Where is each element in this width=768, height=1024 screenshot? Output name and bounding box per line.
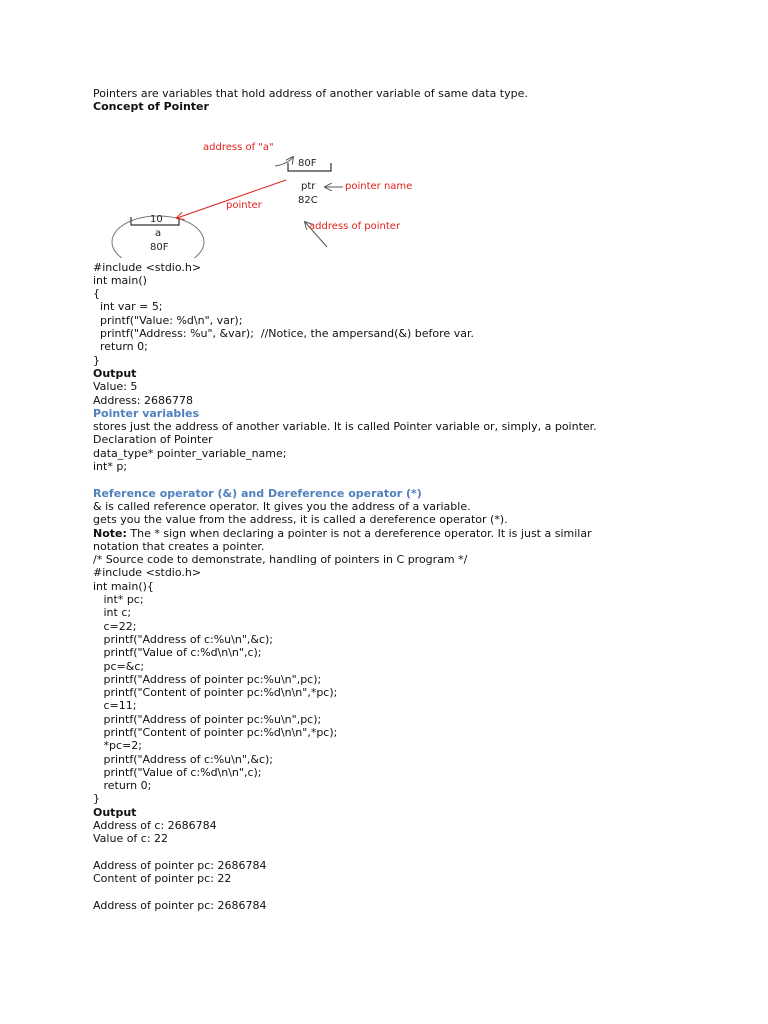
spacer bbox=[93, 473, 713, 486]
pointer-diagram bbox=[93, 122, 423, 258]
paragraph-line: stores just the address of another variable. It is called Pointer variable or, simply, a pointer. bbox=[93, 420, 597, 434]
note-text: The * sign when declaring a pointer is not a dereference operator. It is just a similar bbox=[126, 526, 592, 540]
paragraph-line: & is called reference operator. It gives you the address of a variable. bbox=[93, 499, 471, 513]
output-line: Value: 5 bbox=[93, 380, 138, 394]
output-line: Value of c: 22 bbox=[93, 832, 169, 846]
paragraph-line: Declaration of Pointer bbox=[93, 433, 213, 447]
intro-text: Pointers are variables that hold address of another variable of same data type. bbox=[93, 87, 528, 100]
code-line: /* Source code to demonstrate, handling of pointers in C program */ bbox=[93, 553, 468, 567]
code-line: printf("Address of c:%u\n",&c); bbox=[93, 632, 273, 646]
code-line: } bbox=[93, 353, 100, 367]
note-line bbox=[93, 527, 713, 540]
output-line: Address of c: 2686784 bbox=[93, 819, 217, 833]
code-line: printf("Address of pointer pc:%u\n",pc); bbox=[93, 712, 322, 726]
code-line: printf("Address: %u", &var); //Notice, the ampersand(&) before var. bbox=[93, 327, 474, 341]
code-line: int* pc; bbox=[93, 593, 144, 607]
code-block-2 bbox=[93, 553, 713, 806]
pointer-label: pointer bbox=[226, 199, 262, 211]
code-line: pc=&c; bbox=[93, 659, 145, 673]
output-line: Address: 2686778 bbox=[93, 393, 193, 407]
code-line: printf("Value: %d\n", var); bbox=[93, 313, 243, 327]
code-line: int main(){ bbox=[93, 579, 154, 593]
pointer-arrow bbox=[177, 180, 286, 218]
note-label: Note: bbox=[93, 526, 127, 540]
variable-value: 10 bbox=[150, 213, 163, 225]
ptr-address: 82C bbox=[298, 194, 318, 206]
output-line bbox=[93, 846, 713, 859]
address-of-a-arrow bbox=[275, 157, 293, 166]
pointer-name-label: pointer name bbox=[345, 180, 413, 192]
output-line: Address of pointer pc: 2686784 bbox=[93, 898, 267, 912]
code-line: return 0; bbox=[93, 779, 152, 793]
paragraph-line: data_type* pointer_variable_name; bbox=[93, 446, 287, 460]
code-line: #include <stdio.h> bbox=[93, 566, 202, 580]
code-line: int main() bbox=[93, 273, 147, 287]
code-line: int c; bbox=[93, 606, 132, 620]
ptr-value: 80F bbox=[298, 157, 317, 169]
code-line: c=22; bbox=[93, 619, 137, 633]
code-line: printf("Value of c:%d\n\n",c); bbox=[93, 646, 262, 660]
code-line: printf("Content of pointer pc:%d\n\n",*pc); bbox=[93, 686, 338, 700]
code-line: #include <stdio.h> bbox=[93, 260, 202, 274]
address-of-pointer-label: address of pointer bbox=[309, 220, 401, 232]
note-line-2: notation that creates a pointer. bbox=[93, 539, 265, 553]
variable-address: 80F bbox=[150, 241, 169, 253]
output-heading-1: Output bbox=[93, 366, 137, 380]
code-line: printf("Address of pointer pc:%u\n",pc); bbox=[93, 672, 322, 686]
paragraph-line: int* p; bbox=[93, 460, 128, 474]
output-line bbox=[93, 886, 713, 899]
pointer-variables-heading: Pointer variables bbox=[93, 406, 200, 420]
variable-name: a bbox=[155, 227, 162, 239]
code-line: printf("Value of c:%d\n\n",c); bbox=[93, 765, 262, 779]
output-line: Content of pointer pc: 22 bbox=[93, 872, 232, 886]
code-line: } bbox=[93, 792, 100, 806]
paragraph-line: gets you the value from the address, it is called a dereference operator (*). bbox=[93, 513, 508, 527]
code-block-1 bbox=[93, 261, 713, 367]
code-line: int var = 5; bbox=[93, 300, 163, 314]
code-line: c=11; bbox=[93, 699, 137, 713]
reference-operator-heading: Reference operator (&) and Dereference operator (*) bbox=[93, 486, 422, 500]
code-line: *pc=2; bbox=[93, 739, 142, 753]
concept-heading: Concept of Pointer bbox=[93, 100, 209, 114]
ptr-name: ptr bbox=[301, 180, 316, 192]
output-line: Address of pointer pc: 2686784 bbox=[93, 858, 267, 872]
output-heading-2: Output bbox=[93, 805, 137, 819]
document-page bbox=[93, 87, 713, 912]
code-line: printf("Content of pointer pc:%d\n\n",*pc); bbox=[93, 725, 338, 739]
address-of-a-label: address of "a" bbox=[203, 141, 274, 153]
code-line: { bbox=[93, 287, 100, 301]
code-line: printf("Address of c:%u\n",&c); bbox=[93, 752, 273, 766]
code-line: return 0; bbox=[93, 340, 148, 354]
